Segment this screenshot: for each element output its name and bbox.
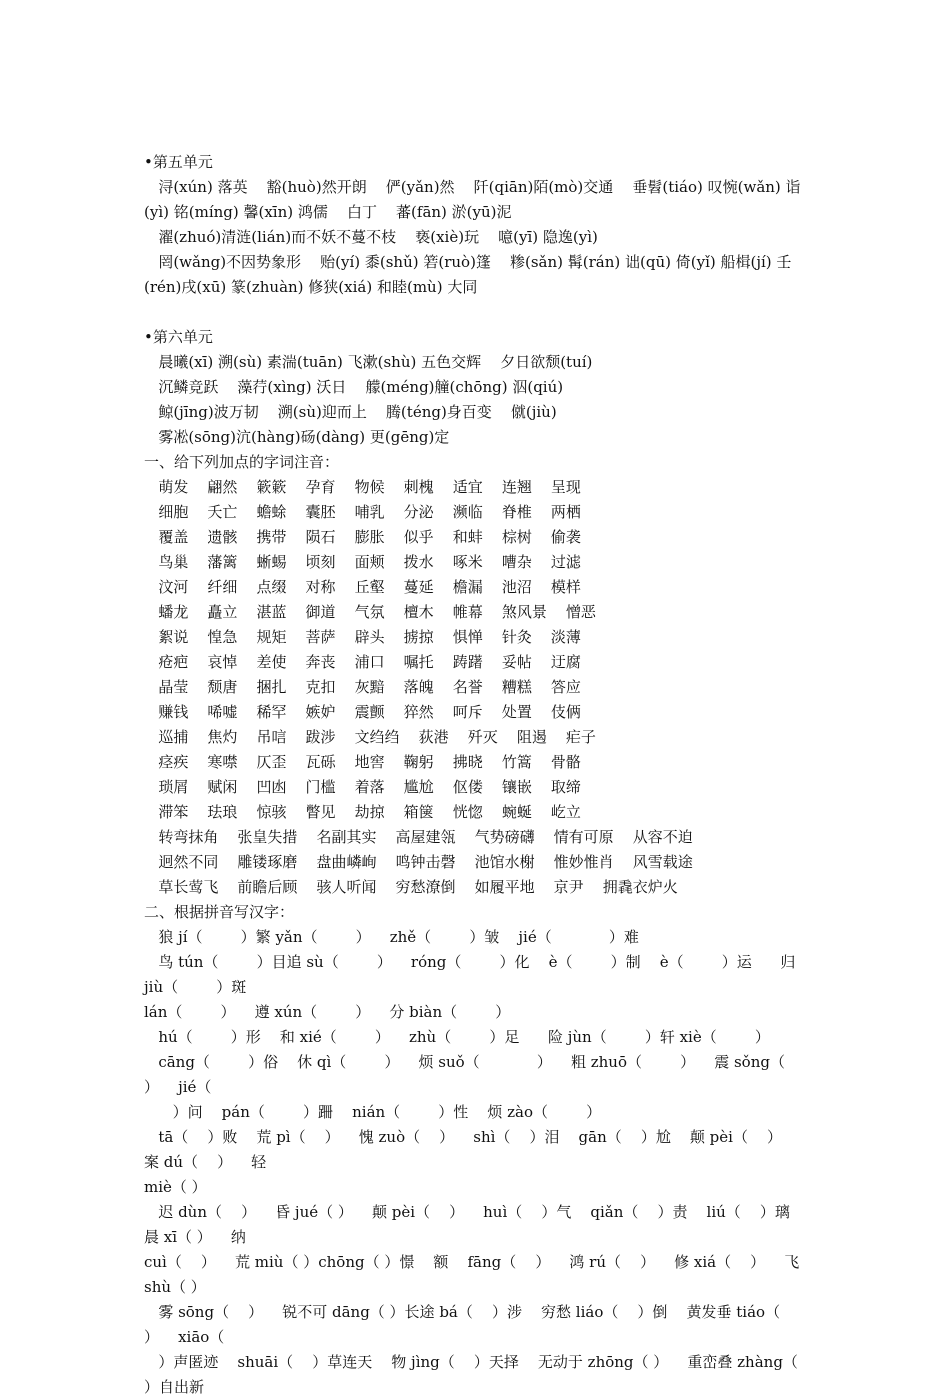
vocab-row: 絮说 惶急 规矩 菩萨 辟头 掳掠 惧惮 针灸 淡薄 (144, 628, 581, 646)
pinyin-row: hú（ ）形 和 xié（ ） zhù（ ）足 险 jùn（ ）轩 xiè（ ） (144, 1028, 770, 1046)
vocab-row: 晶莹 颓唐 捆扎 克扣 灰黯 落魄 名誉 糟糕 答应 (144, 678, 581, 696)
vocab-row: 痉疾 寒噤 仄歪 瓦砾 地窖 鞠躬 拂晓 竹篙 骨骼 (144, 753, 581, 771)
vocab-row: 疮疤 哀悼 差使 奔丧 浦口 嘱托 踌躇 妥帖 迂腐 (144, 653, 581, 671)
pinyin-row: tā（ ）败 荒 pì（ ） 愧 zuò（ ） shì（ ）泪 gān（ ）尬 颠 pèi（ ） 案 dú（ ） 轻 (144, 1128, 802, 1171)
idiom-row: 转弯抹角 张皇失措 名副其实 高屋建瓴 气势磅礴 情有可原 从容不迫 (144, 828, 693, 846)
pinyin-row: cuì（ ） 荒 miù（ ）chōng（ ）憬 额 fāng（ ） 鸿 rú（ ） 修 xiá（ ） 飞 shù（ ） (144, 1253, 805, 1296)
vocab-row: 蟠龙 矗立 湛蓝 御道 气氛 檀木 帷幕 煞风景 憎恶 (144, 603, 596, 621)
pinyin-row: 雾 sōng（ ） 锐不可 dāng（ ）长途 bá（ ）涉 穷愁 liáo（ ）倒 黄发垂 tiáo（ ） xiāo（ (144, 1303, 800, 1346)
idiom-row: 草长莺飞 前瞻后顾 骇人听闻 穷愁潦倒 如履平地 京尹 拥毳衣炉火 (144, 878, 678, 896)
unit5-line: 罔(wǎng)不因势象形 贻(yí) 黍(shǔ) 箬(ruò)篷 糁(sǎn) 髯(rán) 诎(qū) 倚(yǐ) 船楫(jí) 壬 (144, 253, 792, 271)
pinyin-row: 狼 jí（ ）繁 yǎn（ ） zhě（ ）皱 jié（ ）难 (144, 928, 639, 946)
vocab-row: 汶河 纤细 点缀 对称 丘壑 蔓延 檐漏 池沼 模样 (144, 578, 581, 596)
vocab-row: 赚钱 唏嘘 稀罕 嫉妒 震颤 猝然 呵斥 处置 伎俩 (144, 703, 581, 721)
unit5-line: (yì) 铭(míng) 馨(xīn) 鸿儒 白丁 蕃(fān) 淤(yū)泥 (144, 203, 512, 221)
pinyin-row: cāng（ ）俗 休 qì（ ） 烦 suǒ（ ） 粗 zhuō（ ） 震 sǒng（ ） jié（ (144, 1053, 843, 1096)
unit5-header: •第五单元 (144, 153, 213, 171)
unit5-line: (rén)戌(xū) 篆(zhuàn) 修狭(xiá) 和睦(mù) 大同 (144, 278, 478, 296)
pinyin-row: lán（ ） 遵 xún（ ） 分 biàn（ ） (144, 1003, 511, 1021)
vocab-row: 滞笨 珐琅 惊骇 瞥见 劫掠 箱箧 恍惚 蜿蜒 屹立 (144, 803, 581, 821)
pinyin-row: ）声匿迹 shuāi（ ）草连天 物 jìng（ ）天择 无动于 zhōng（ ） 重峦叠 zhàng（ ）自出新 (144, 1353, 817, 1396)
pinyin-row: 迟 dùn（ ） 昏 jué（ ） 颠 pèi（ ） huì（ ）气 qiǎn（ ）责 liú（ ）璃 晨 xī（ ） 纳 (144, 1203, 809, 1246)
unit5-line: 濯(zhuó)清涟(lián)而不妖不蔓不枝 亵(xiè)玩 噫(yī) 隐逸(yì) (144, 228, 598, 246)
unit6-line: 雾凇(sōng)沆(hàng)砀(dàng) 更(gēng)定 (144, 428, 450, 446)
pinyin-row: miè（ ） (144, 1178, 207, 1196)
section1-heading: 一、给下列加点的字词注音： (144, 453, 340, 471)
vocab-row: 巡捕 焦灼 吊唁 跋涉 文绉绉 荻港 歼灭 阻遏 疟子 (144, 728, 596, 746)
spacer (144, 300, 810, 325)
vocab-row: 萌发 翩然 簌簌 孕育 物候 刺槐 适宜 连翘 呈现 (144, 478, 581, 496)
vocab-row: 鸟巢 藩篱 蜥蜴 顷刻 面颊 拨水 啄米 嘈杂 过滤 (144, 553, 581, 571)
vocab-row: 细胞 夭亡 蟾蜍 囊胚 哺乳 分泌 濒临 脊椎 两栖 (144, 503, 581, 521)
unit5-line: 浔(xún) 落英 豁(huò)然开朗 俨(yǎn)然 阡(qiān)陌(mò)交通 垂髫(tiáo) 叹惋(wǎn) 诣 (144, 178, 801, 196)
vocab-row: 琐屑 赋闲 凹凼 门槛 着落 尴尬 伛偻 镶嵌 取缔 (144, 778, 581, 796)
unit6-line: 沉鳞竞跃 藻荇(xìng) 沃日 艨(méng)艟(chōng) 泅(qiú) (144, 378, 564, 396)
unit6-header: •第六单元 (144, 328, 213, 346)
pinyin-row: ）问 pán（ ）跚 nián（ ）性 烦 zào（ ） (144, 1103, 602, 1121)
unit6-line: 鲸(jīng)波万韧 溯(sù)迎而上 腾(téng)身百变 僦(jiù) (144, 403, 557, 421)
vocab-row: 覆盖 遗骸 携带 陨石 膨胀 似乎 和蚌 棕树 偷袭 (144, 528, 581, 546)
section2-heading: 二、根据拼音写汉字： (144, 903, 295, 921)
unit6-line: 晨曦(xī) 溯(sù) 素湍(tuān) 飞漱(shù) 五色交辉 夕日欲颓(tuí) (144, 353, 593, 371)
idiom-row: 迥然不同 雕镂琢磨 盘曲嶙峋 鸣钟击磬 池馆水榭 惟妙惟肖 风雪载途 (144, 853, 693, 871)
document-page (144, 150, 843, 1400)
pinyin-row: 鸟 tún（ ）目追 sù（ ） róng（ ）化 è（ ）制 è（ ）运 归 jiù（ ）斑 (144, 953, 801, 996)
